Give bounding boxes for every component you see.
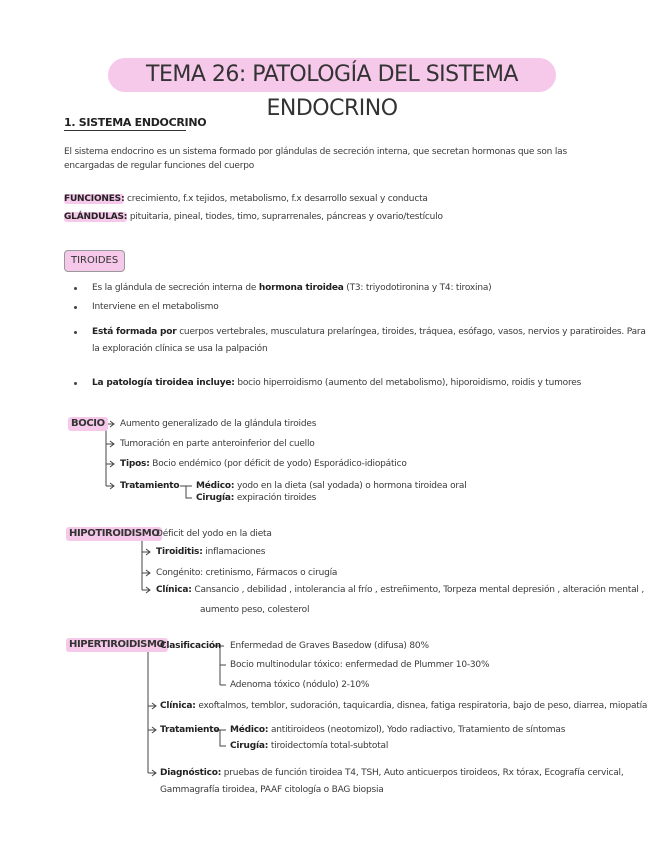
hipo-item-4: Clínica: Cansancio , debilidad , intolerancia al frío , estreñimento, Torpeza mental depresión , alteración mental ,: [156, 585, 645, 595]
hiper-diagnostico-line2: Gammagrafía tiroidea, PAAF citología o BAG biopsia: [160, 785, 384, 795]
hiper-clas-3: Adenoma tóxico (nódulo) 2-10%: [230, 680, 370, 690]
hiper-cirugia: Cirugía: tiroidectomía total-subtotal: [230, 741, 389, 751]
tiroides-bullet-1: Es la glándula de secreción interna de hormona tiroidea (T3: triyodotironina y T4: tiroxina): [92, 283, 492, 293]
bocio-label: BOCIO: [68, 417, 108, 431]
tiroides-bullet-3: Está formada por cuerpos vertebrales, musculatura prelaríngea, tiroides, tráquea, esófago, vasos, nervios y paratiroides. Para: [92, 327, 646, 337]
hiper-clasificacion: Clasificación: [160, 641, 222, 651]
bocio-item-3: Tipos: Bocio endémico (por déficit de yodo) Esporádico-idiopático: [120, 459, 407, 469]
bocio-item-1: Aumento generalizado de la glándula tiroides: [120, 419, 317, 429]
hiper-clas-1: Enfermedad de Graves Basedow (difusa) 80%: [230, 641, 429, 651]
section-heading: 1. SISTEMA ENDOCRINO: [64, 116, 207, 129]
funciones-label: FUNCIONES:: [64, 194, 125, 204]
hiper-tratamiento: Tratamiento: [160, 725, 220, 735]
bocio-medico: Médico: yodo en la dieta (sal yodada) o hormona tiroidea oral: [196, 481, 467, 491]
tiroides-bullet-3-line2: la exploración clínica se usa la palpación: [92, 344, 268, 354]
hipo-item-1: Déficit del yodo en la dieta: [156, 529, 272, 539]
glandulas-text: pituitaria, pineal, tiodes, timo, suprarrenales, páncreas y ovario/testículo: [129, 212, 443, 222]
glandulas-label: GLÁNDULAS:: [64, 212, 128, 222]
hiper-clinica: Clínica: exoftalmos, temblor, sudoración, taquicardia, disnea, fatiga respiratoria, bajo de peso, diarrea, miopatía: [160, 701, 648, 711]
tiroides-bullet-4: La patología tiroidea incluye: bocio hiperroidismo (aumento del metabolismo), hiporoidismo, roidis y tumores: [92, 378, 582, 388]
page-title: TEMA 26: PATOLOGÍA DEL SISTEMA ENDOCRINO: [146, 62, 518, 121]
intro-text-line2: encargadas de regular funciones del cuerpo: [64, 161, 255, 171]
hipotiroidismo-label: HIPOTIROIDISMO: [66, 527, 162, 541]
intro-text-line1: El sistema endocrino es un sistema formado por glándulas de secreción interna, que secretan hormonas que son las: [64, 147, 567, 157]
bocio-cirugia: Cirugía: expiración tiroides: [196, 493, 317, 503]
bocio-item-2: Tumoración en parte anteroinferior del cuello: [120, 439, 315, 449]
hipertiroidismo-label: HIPERTIROIDISMO: [66, 638, 168, 652]
hiper-clas-2: Bocio multinodular tóxico: enfermedad de Plummer 10-30%: [230, 660, 490, 670]
hipo-item-2: Tiroiditis: inflamaciones: [156, 547, 266, 557]
hipo-item-4-line2: aumento peso, colesterol: [200, 605, 310, 615]
bocio-tratamiento: Tratamiento: [120, 481, 180, 491]
funciones-text: crecimiento, f.x tejidos, metabolismo, f.x desarrollo sexual y conducta: [127, 194, 428, 204]
hipo-item-3: Congénito: cretinismo, Fármacos o cirugía: [156, 568, 338, 578]
hiper-medico: Médico: antitiroideos (neotomizol), Yodo radiactivo, Tratamiento de síntomas: [230, 725, 566, 735]
tiroides-bullet-2: Interviene en el metabolismo: [92, 302, 219, 312]
tiroides-label: TIROIDES: [64, 250, 125, 272]
hiper-diagnostico: Diagnóstico: pruebas de función tiroidea T4, TSH, Auto anticuerpos tiroideos, Rx tórax, Ecografía cervical,: [160, 768, 624, 778]
